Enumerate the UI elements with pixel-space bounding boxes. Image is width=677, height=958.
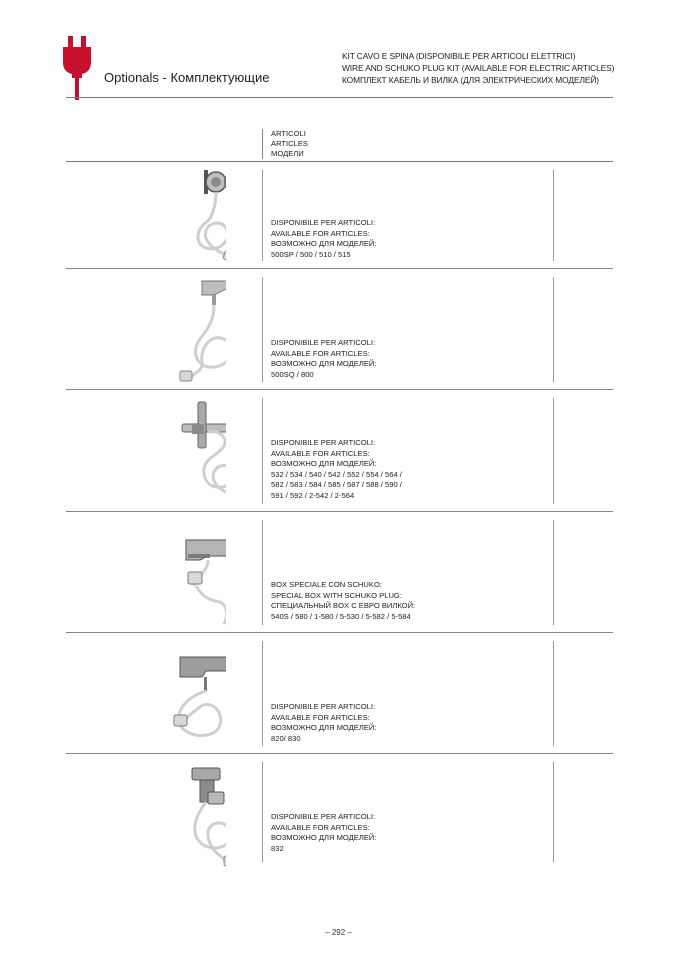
- availability-line: ВОЗМОЖНО ДЛЯ МОДЕЛЕЙ:: [271, 359, 377, 369]
- article-codes: 500SP / 500 / 510 / 515: [271, 249, 351, 259]
- table-row: [66, 633, 613, 754]
- article-codes: 820/ 830: [271, 733, 301, 743]
- availability-text: [271, 580, 415, 622]
- special-box-schuko-plug-icon: [116, 516, 226, 628]
- column-divider: [262, 170, 263, 261]
- article-codes: 582 / 583 / 584 / 585 / 587 / 588 / 590 /: [271, 480, 402, 490]
- article-codes: 540S / 580 / 1-580 / 5-530 / 5-582 / 5-584: [271, 611, 411, 621]
- availability-line: ВОЗМОЖНО ДЛЯ МОДЕЛЕЙ:: [271, 239, 377, 249]
- subtitle-line-it: KIT CAVO E SPINA (DISPONIBILE PER ARTICOLI ELETTRICI): [342, 51, 576, 61]
- column-divider: [262, 762, 263, 862]
- availability-text: [271, 812, 377, 854]
- availability-line: AVAILABLE FOR ARTICLES:: [271, 348, 370, 358]
- column-divider: [553, 520, 554, 625]
- subtitle-line-en: WIRE AND SCHUKO PLUG KIT (AVAILABLE FOR ELECTRIC ARTICLES): [342, 63, 615, 73]
- t-connector-cable-plug-icon: [116, 394, 226, 506]
- availability-line: SPECIAL BOX WITH SCHUKO PLUG:: [271, 590, 402, 600]
- column-divider: [553, 641, 554, 746]
- availability-line: DISPONIBILE PER ARTICOLI:: [271, 218, 376, 227]
- availability-line: DISPONIBILE PER ARTICOLI:: [271, 338, 376, 347]
- page-number: – 292 –: [325, 928, 352, 937]
- column-divider: [553, 398, 554, 504]
- article-codes: 591 / 592 / 2-542 / 2-564: [271, 490, 355, 500]
- page-subtitle: [342, 50, 614, 86]
- table-row: [66, 390, 613, 512]
- availability-line: DISPONIBILE PER ARTICOLI:: [271, 702, 376, 711]
- availability-line: AVAILABLE FOR ARTICLES:: [271, 822, 370, 832]
- column-header-en: ARTICLES: [271, 139, 308, 148]
- table-row: [66, 512, 613, 633]
- column-divider: [262, 641, 263, 746]
- article-codes: 500SQ / 800: [271, 369, 314, 379]
- column-divider: [553, 170, 554, 261]
- column-header: [262, 129, 308, 159]
- plug-icon: [60, 36, 94, 100]
- bracket-clamp-cable-plug-icon: [116, 758, 226, 870]
- availability-line: AVAILABLE FOR ARTICLES:: [271, 228, 370, 238]
- availability-line: AVAILABLE FOR ARTICLES:: [271, 712, 370, 722]
- round-wall-mount-cable-plug-icon: [116, 166, 226, 266]
- flat-box-cable-plug-icon: [116, 637, 226, 749]
- availability-line: DISPONIBILE PER ARTICOLI:: [271, 438, 376, 447]
- column-header-it: ARTICOLI: [271, 129, 306, 138]
- availability-line: BOX SPECIALE CON SCHUKO:: [271, 580, 382, 589]
- article-codes: 532 / 534 / 540 / 542 / 552 / 554 / 564 /: [271, 469, 402, 479]
- column-divider: [553, 277, 554, 382]
- column-header-ru: МОДЕЛИ: [271, 149, 304, 158]
- availability-line: ВОЗМОЖНО ДЛЯ МОДЕЛЕЙ:: [271, 459, 377, 469]
- section-title: Optionals - Комплектующие: [104, 70, 270, 85]
- article-codes: 832: [271, 843, 284, 853]
- availability-text: [271, 338, 377, 380]
- table-row: [66, 754, 613, 870]
- availability-text: [271, 702, 377, 744]
- availability-line: DISPONIBILE PER ARTICOLI:: [271, 812, 376, 821]
- column-divider: [262, 277, 263, 382]
- availability-line: ВОЗМОЖНО ДЛЯ МОДЕЛЕЙ:: [271, 833, 377, 843]
- table-row: [66, 162, 613, 269]
- availability-text: [271, 438, 402, 502]
- availability-line: ВОЗМОЖНО ДЛЯ МОДЕЛЕЙ:: [271, 723, 377, 733]
- header-divider: [66, 97, 613, 98]
- square-wall-mount-cable-plug-icon: [116, 273, 226, 385]
- availability-line: СПЕЦИАЛЬНЫЙ BOX С ЕВРО ВИЛКОЙ:: [271, 601, 416, 611]
- table-row: [66, 269, 613, 390]
- column-divider: [262, 398, 263, 504]
- availability-line: AVAILABLE FOR ARTICLES:: [271, 448, 370, 458]
- availability-text: [271, 218, 377, 260]
- column-divider: [262, 520, 263, 625]
- subtitle-line-ru: КОМПЛЕКТ КАБЕЛЬ И ВИЛКА (ДЛЯ ЭЛЕКТРИЧЕСКИХ МОДЕЛЕЙ): [342, 75, 599, 85]
- column-divider: [553, 762, 554, 862]
